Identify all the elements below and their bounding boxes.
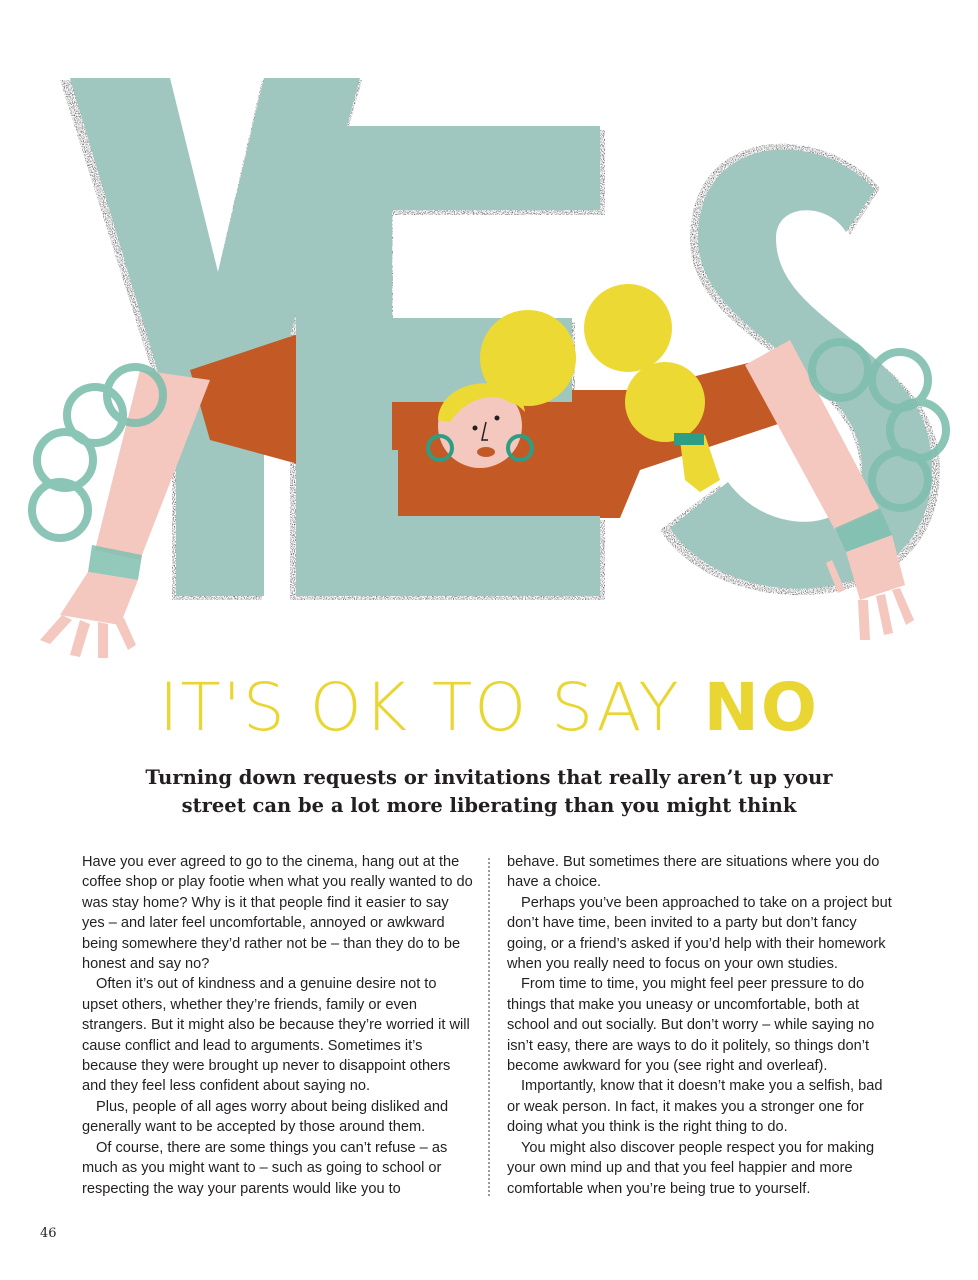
paragraph: You might also discover people respect you for making your own mind up and that you feel happier and more comfortable when you’re being true to yourself. (507, 1139, 875, 1197)
yes-illustration (0, 40, 978, 660)
paragraph: From time to time, you might feel peer pressure to do things that make you uneasy or uncomfortable, both at school and out socially. But don’t worry – while saying no isn’t easy, there are ways to do it politely, so things don’t become awkward for you (see right and overleaf). (507, 976, 875, 1075)
paragraph: Plus, people of all ages worry about being disliked and generally want to be accepted by those around them. (82, 1098, 449, 1136)
page-number: 46 (40, 1226, 57, 1241)
body-column-left (82, 852, 474, 1199)
article-headline (0, 668, 978, 748)
headline-light: IT'S OK TO SAY (158, 669, 704, 746)
column-divider (488, 858, 490, 1196)
paragraph: Importantly, know that it doesn’t make you a selfish, bad or weak person. In fact, it makes you a stronger one for doing what you think is the right thing to do. (507, 1078, 883, 1136)
body-column-right (507, 852, 899, 1199)
headline-bold: NO (703, 669, 820, 746)
paragraph: Often it’s out of kindness and a genuine desire not to upset others, whether they’re friends, family or even strangers. But it might also be because they’re worried it will cause conflict and lead to arguments. Sometimes it’s because they were brought up never to disappoint others and they feel less confident about saying no. (82, 976, 470, 1095)
paragraph: Perhaps you’ve been approached to take on a project but don’t have time, been invited to a party but don’t fancy going, or a friend’s asked if you’d help with their homework when you really need to focus on your own studies. (507, 894, 892, 973)
paragraph: behave. But sometimes there are situations where you do have a choice. (507, 854, 880, 891)
article-subtitle: Turning down requests or invitations that really aren’t up your street can be a lot more liberating than you might think (145, 766, 833, 817)
paragraph: Of course, there are some things you can’t refuse – as much as you might want to – such as going to school or respecting the way your parents would like you to (82, 1139, 448, 1197)
paragraph: Have you ever agreed to go to the cinema, hang out at the coffee shop or play footie when what you really wanted to do was stay home? Why is it that people find it easier to say yes – and later feel uncomfortable, annoyed or awkward being somewhere they’d rather not be – than they do to be honest and say no? (82, 854, 473, 973)
